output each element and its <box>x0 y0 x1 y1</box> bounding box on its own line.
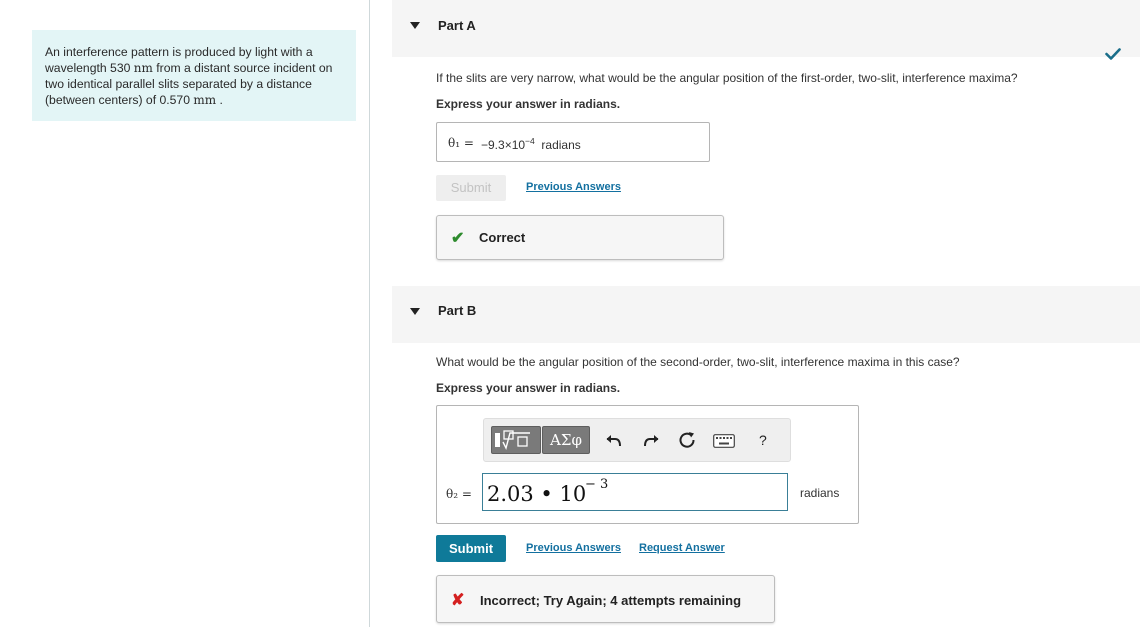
math-toolbar <box>483 418 791 462</box>
templates-icon <box>492 427 540 453</box>
part-b-title: Part B <box>438 303 477 318</box>
redo-icon[interactable] <box>642 432 660 448</box>
part-b-answer-input[interactable] <box>482 473 788 511</box>
part-a-answer-display <box>436 122 710 162</box>
part-a-instruction: Express your answer in radians. <box>436 97 621 111</box>
problem-statement <box>32 30 356 121</box>
part-a-feedback <box>436 215 724 260</box>
problem-text-1: An interference pattern is produced by light with a wavelength 530 <box>45 45 313 75</box>
part-a-submit-button: Submit <box>436 175 506 201</box>
part-b-feedback-text: Incorrect; Try Again; 4 attempts remaining <box>480 593 742 608</box>
part-a-header[interactable] <box>392 0 1140 57</box>
panel-divider <box>369 0 370 627</box>
theta2-symbol: θ₂ = <box>446 487 472 501</box>
unit-nm: nm <box>133 61 153 75</box>
part-b-header[interactable] <box>392 286 1140 343</box>
part-a-answer-value: $-9.3\times 10^{-4}$ radians <box>481 136 581 152</box>
x-icon: ✘ <box>451 592 465 609</box>
part-b-answer-editor <box>436 405 859 524</box>
part-a-title: Part A <box>438 18 476 33</box>
greek-symbols-button[interactable]: ΑΣφ <box>542 426 590 454</box>
theta1-symbol: θ₁ = <box>448 136 474 150</box>
correct-check-icon: ✔ <box>451 230 465 247</box>
problem-text-2: from a distant source incident on two identical parallel slits separated by a distance (between centers) of 0.570 <box>45 61 333 107</box>
problem-text-3: . <box>216 93 223 107</box>
undo-icon[interactable] <box>605 432 623 448</box>
collapse-triangle-icon[interactable] <box>410 22 420 29</box>
part-b-answer-exponent: − 3 <box>585 477 609 492</box>
checkmark-icon <box>1105 48 1121 60</box>
part-b-submit-button[interactable]: Submit <box>436 535 506 562</box>
part-a-question: If the slits are very narrow, what would be the angular position of the first-order, two-slit, interference maxima? <box>436 71 1018 85</box>
templates-button[interactable] <box>491 426 541 454</box>
request-answer-link[interactable]: Request Answer <box>639 542 725 554</box>
part-b-previous-answers-link[interactable]: Previous Answers <box>526 542 621 554</box>
part-a-feedback-text: Correct <box>479 230 526 245</box>
collapse-triangle-icon[interactable] <box>410 308 420 315</box>
part-b-unit-label: radians <box>800 486 840 500</box>
part-b-question: What would be the angular position of the second-order, two-slit, interference maxima in this case? <box>436 355 960 369</box>
part-b-instruction: Express your answer in radians. <box>436 381 621 395</box>
part-b-answer-value: 2.03 • 10 <box>487 482 587 506</box>
part-a-previous-answers-link[interactable]: Previous Answers <box>526 181 621 193</box>
part-b-feedback <box>436 575 775 623</box>
help-icon[interactable]: ? <box>759 432 767 448</box>
unit-mm: mm <box>193 93 217 107</box>
reset-icon[interactable] <box>677 430 697 450</box>
keyboard-icon[interactable] <box>713 434 735 448</box>
